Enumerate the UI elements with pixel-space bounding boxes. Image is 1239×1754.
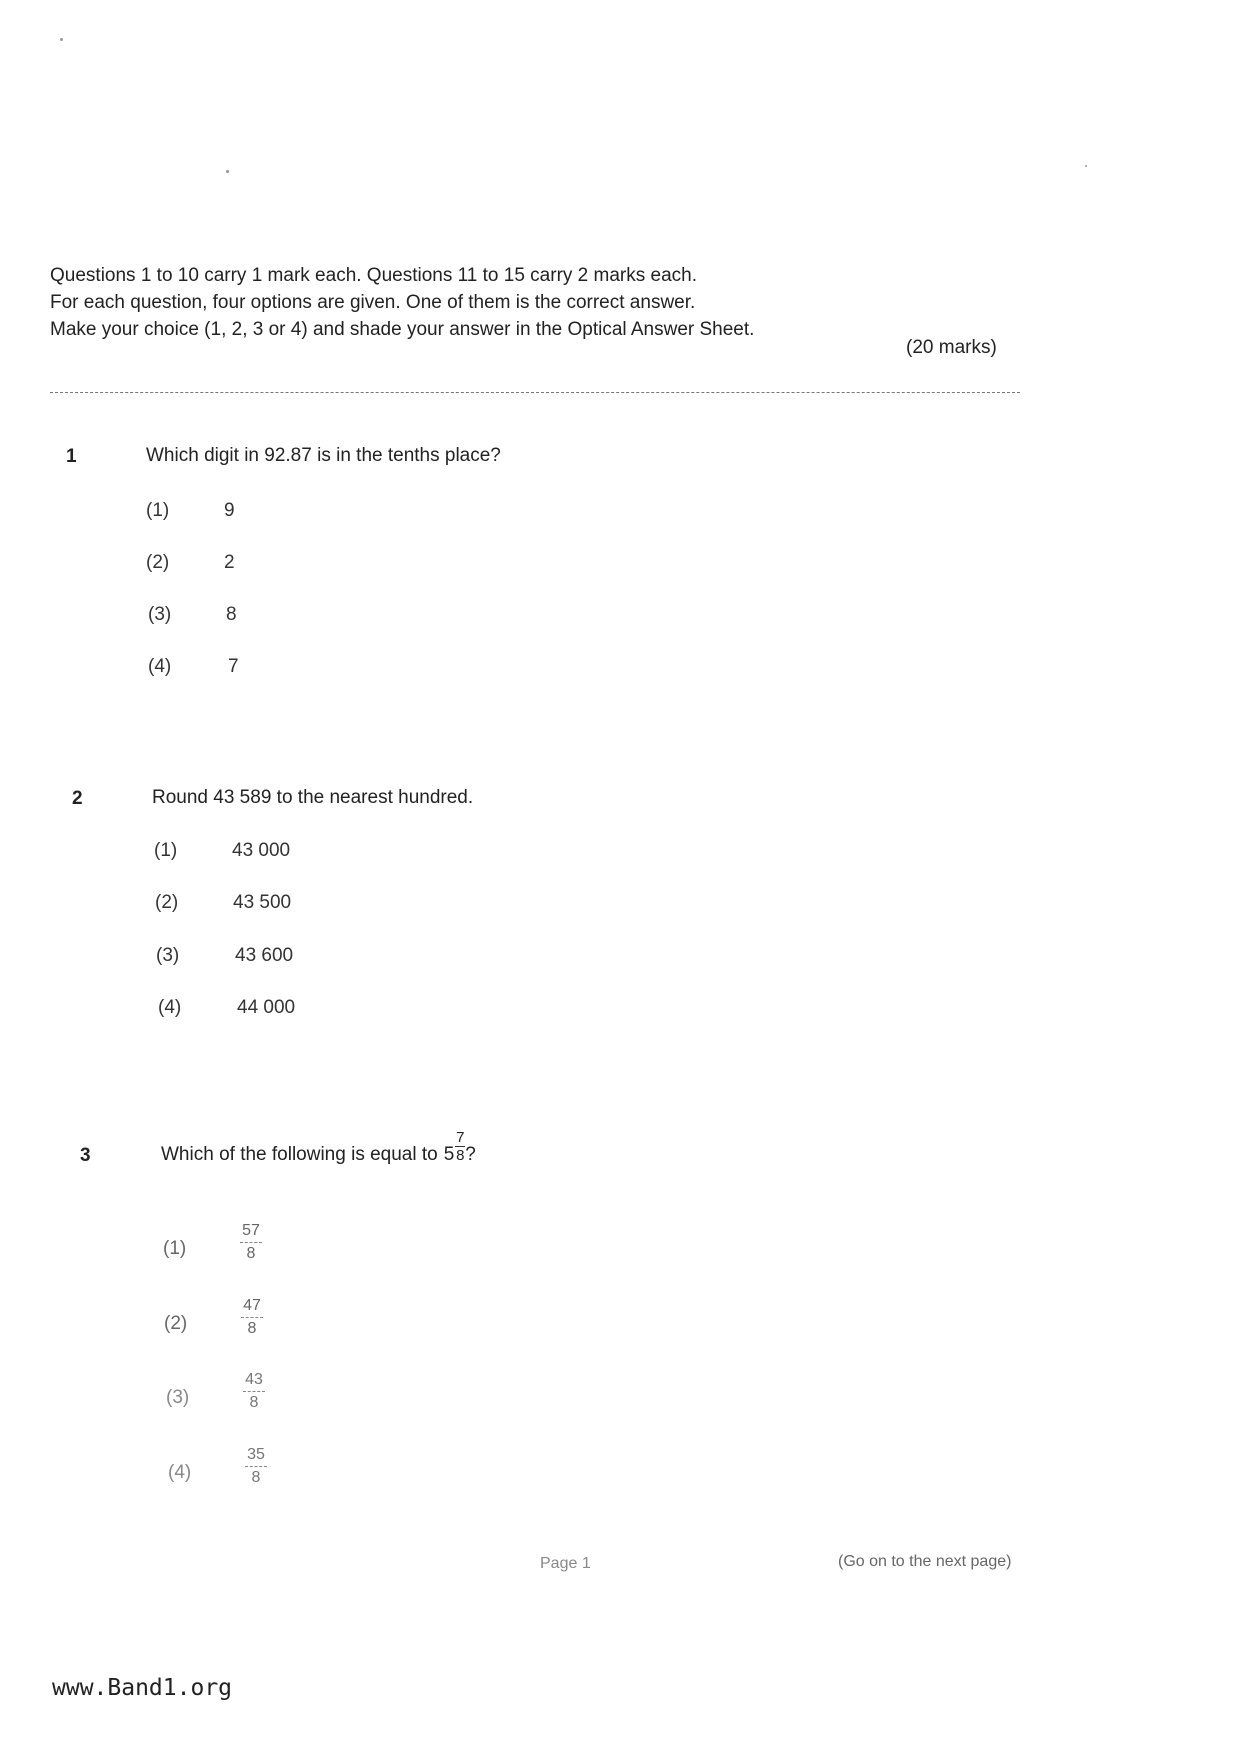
scan-speck (60, 38, 63, 41)
fraction-denominator: 8 (249, 1394, 259, 1411)
mixed-number-whole: 5 (443, 1144, 455, 1165)
question-text: Round 43 589 to the nearest hundred. (152, 787, 474, 808)
fraction-denominator: 8 (247, 1320, 257, 1337)
option-label: (1) (146, 500, 170, 521)
option-value: 44 000 (237, 997, 296, 1018)
instruction-line: Questions 1 to 10 carry 1 mark each. Questions 11 to 15 carry 2 marks each. (50, 265, 698, 286)
option-value: 43 000 (232, 840, 291, 861)
option-fraction (241, 1297, 263, 1338)
fraction-numerator: 43 (245, 1371, 263, 1388)
option-value: 9 (224, 500, 235, 521)
question-text: Which digit in 92.87 is in the tenths place? (146, 445, 501, 466)
question-number: 1 (66, 446, 77, 467)
option-label: (3) (166, 1387, 190, 1408)
option-value: 43 500 (233, 892, 292, 913)
option-fraction (245, 1446, 267, 1487)
question-text: Which of the following is equal to (161, 1144, 438, 1165)
page-number: Page 1 (540, 1555, 591, 1572)
option-label: (2) (146, 552, 170, 573)
option-label: (4) (158, 997, 182, 1018)
option-fraction (243, 1371, 265, 1412)
scan-speck (226, 170, 229, 173)
go-on-note: (Go on to the next page) (838, 1553, 1012, 1570)
option-value: 8 (226, 604, 237, 625)
option-value: 2 (224, 552, 235, 573)
question-text-row (161, 1126, 476, 1166)
option-label: (4) (168, 1462, 192, 1483)
instruction-line: Make your choice (1, 2, 3 or 4) and shade your answer in the Optical Answer Sheet. (50, 319, 755, 340)
option-fraction (240, 1222, 262, 1263)
instructions (50, 262, 754, 343)
option-value: 7 (228, 656, 239, 677)
option-label: (1) (163, 1238, 187, 1259)
question-suffix: ? (465, 1144, 476, 1165)
instruction-line: For each question, four options are given. One of them is the correct answer. (50, 292, 696, 313)
question-number: 2 (72, 788, 83, 809)
option-label: (3) (148, 604, 172, 625)
watermark-link[interactable]: www.Band1.org (52, 1675, 233, 1701)
option-label: (4) (148, 656, 172, 677)
fraction-denominator: 8 (456, 1146, 465, 1164)
total-marks: (20 marks) (906, 337, 997, 358)
fraction-numerator: 7 (456, 1128, 465, 1146)
fraction-denominator: 8 (246, 1245, 256, 1262)
fraction-numerator: 57 (242, 1222, 260, 1239)
option-label: (2) (155, 892, 179, 913)
option-value: 43 600 (235, 945, 294, 966)
question-number: 3 (80, 1145, 91, 1166)
scan-speck (1085, 165, 1087, 167)
option-label: (1) (154, 840, 178, 861)
option-label: (2) (164, 1313, 188, 1334)
fraction-numerator: 35 (247, 1446, 265, 1463)
option-label: (3) (156, 945, 180, 966)
fraction-numerator: 47 (243, 1297, 261, 1314)
mixed-number-fraction (455, 1130, 465, 1163)
fraction-denominator: 8 (251, 1469, 261, 1486)
divider (50, 392, 1020, 393)
